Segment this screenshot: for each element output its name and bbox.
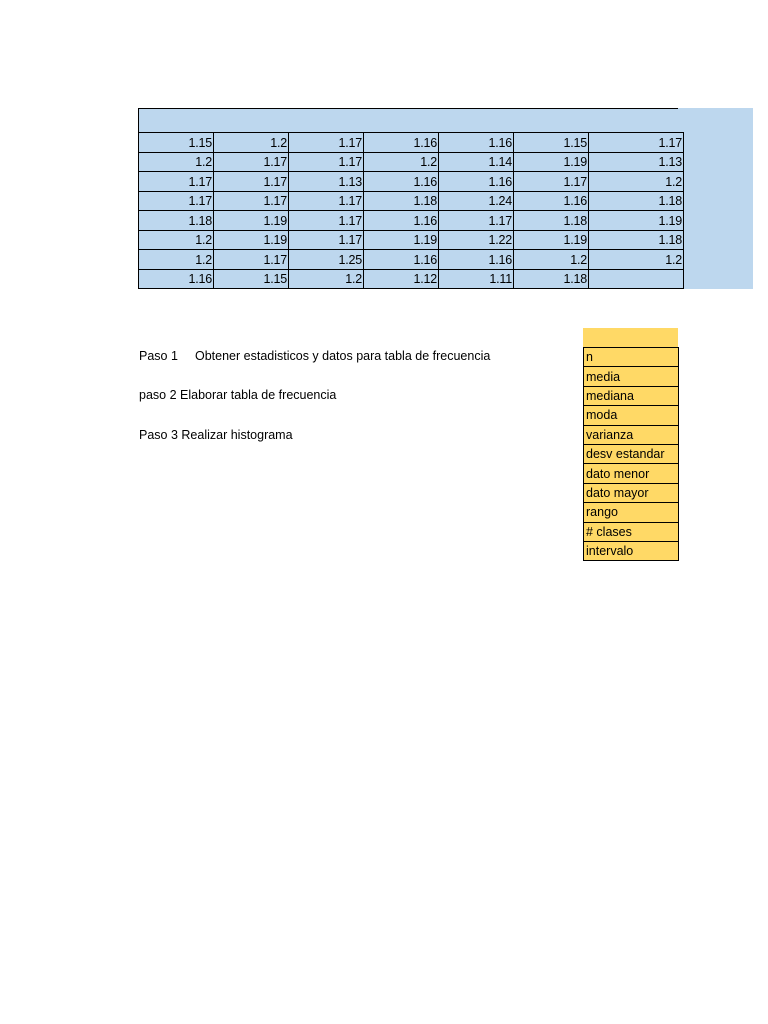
table-row xyxy=(139,133,684,153)
stats-header-cell[interactable] xyxy=(583,328,678,347)
stat-label-media[interactable]: media xyxy=(584,367,679,386)
data-cell[interactable]: 1.15 xyxy=(214,269,289,289)
table-row xyxy=(584,522,679,541)
table-row xyxy=(139,211,684,231)
table-row xyxy=(584,425,679,444)
table-row xyxy=(584,541,679,560)
data-cell[interactable]: 1.19 xyxy=(364,230,439,250)
step2-text: paso 2 Elaborar tabla de frecuencia xyxy=(139,388,337,402)
table-row xyxy=(584,348,679,367)
data-cell[interactable]: 1.17 xyxy=(289,152,364,172)
data-cell[interactable]: 1.2 xyxy=(514,250,589,270)
table-row xyxy=(584,386,679,405)
data-cell[interactable]: 1.17 xyxy=(139,191,214,211)
data-cell[interactable]: 1.16 xyxy=(364,211,439,231)
data-cell[interactable]: 1.18 xyxy=(514,269,589,289)
stat-label-varianza[interactable]: varianza xyxy=(584,425,679,444)
data-cell[interactable]: 1.19 xyxy=(214,211,289,231)
data-cell[interactable]: 1.2 xyxy=(139,152,214,172)
data-cell[interactable]: 1.17 xyxy=(289,230,364,250)
stat-label-moda[interactable]: moda xyxy=(584,406,679,425)
data-cell[interactable]: 1.18 xyxy=(364,191,439,211)
data-cell[interactable]: 1.17 xyxy=(439,211,514,231)
table-row xyxy=(139,152,684,172)
data-cell[interactable]: 1.17 xyxy=(514,172,589,192)
data-cell[interactable]: 1.18 xyxy=(514,211,589,231)
data-cell[interactable]: 1.16 xyxy=(364,172,439,192)
data-cell[interactable]: 1.2 xyxy=(364,152,439,172)
data-cell[interactable]: 1.17 xyxy=(214,152,289,172)
data-cell[interactable]: 1.18 xyxy=(589,191,684,211)
data-cell[interactable]: 1.2 xyxy=(214,133,289,153)
data-cell[interactable]: 1.2 xyxy=(589,250,684,270)
table-row xyxy=(584,367,679,386)
table-row xyxy=(584,503,679,522)
data-cell[interactable] xyxy=(589,269,684,289)
data-cell[interactable]: 1.11 xyxy=(439,269,514,289)
step1-label: Paso 1 xyxy=(139,349,178,363)
stat-label-mediana[interactable]: mediana xyxy=(584,386,679,405)
data-cell[interactable]: 1.15 xyxy=(139,133,214,153)
data-cell[interactable]: 1.19 xyxy=(589,211,684,231)
data-cell[interactable]: 1.25 xyxy=(289,250,364,270)
step3-text: Paso 3 Realizar histograma xyxy=(139,428,293,442)
data-cell[interactable]: 1.17 xyxy=(214,172,289,192)
data-cell[interactable]: 1.16 xyxy=(439,250,514,270)
table-row xyxy=(139,230,684,250)
data-cell[interactable]: 1.16 xyxy=(364,250,439,270)
stat-label-desv-estandar[interactable]: desv estandar xyxy=(584,444,679,463)
data-cell[interactable]: 1.16 xyxy=(139,269,214,289)
data-cell[interactable]: 1.17 xyxy=(289,133,364,153)
data-cell[interactable]: 1.17 xyxy=(589,133,684,153)
stat-label-n[interactable]: n xyxy=(584,348,679,367)
data-cell[interactable]: 1.16 xyxy=(364,133,439,153)
data-cell[interactable]: 1.2 xyxy=(139,230,214,250)
table-row xyxy=(584,444,679,463)
table-row xyxy=(139,191,684,211)
data-header-row[interactable] xyxy=(138,108,678,132)
data-cell[interactable]: 1.14 xyxy=(439,152,514,172)
stat-label-dato-mayor[interactable]: dato mayor xyxy=(584,483,679,502)
data-cell[interactable]: 1.17 xyxy=(289,211,364,231)
table-row xyxy=(584,483,679,502)
stats-table xyxy=(583,347,679,561)
data-cell[interactable]: 1.24 xyxy=(439,191,514,211)
data-cell[interactable]: 1.2 xyxy=(139,250,214,270)
data-cell[interactable]: 1.16 xyxy=(514,191,589,211)
table-row xyxy=(584,406,679,425)
data-cell[interactable]: 1.16 xyxy=(439,172,514,192)
step1-description: Obtener estadisticos y datos para tabla de frecuencia xyxy=(195,349,491,363)
data-cell[interactable]: 1.12 xyxy=(364,269,439,289)
data-cell[interactable]: 1.19 xyxy=(514,230,589,250)
data-cell[interactable]: 1.16 xyxy=(439,133,514,153)
data-cell[interactable]: 1.22 xyxy=(439,230,514,250)
stat-label-intervalo[interactable]: intervalo xyxy=(584,541,679,560)
stat-label-rango[interactable]: rango xyxy=(584,503,679,522)
table-row xyxy=(139,172,684,192)
table-row xyxy=(584,464,679,483)
data-cell[interactable]: 1.15 xyxy=(514,133,589,153)
data-cell[interactable]: 1.17 xyxy=(214,191,289,211)
data-cell[interactable]: 1.18 xyxy=(139,211,214,231)
data-cell[interactable]: 1.17 xyxy=(214,250,289,270)
data-cell[interactable]: 1.19 xyxy=(214,230,289,250)
data-cell[interactable]: 1.19 xyxy=(514,152,589,172)
stat-label-dato-menor[interactable]: dato menor xyxy=(584,464,679,483)
data-cell[interactable]: 1.2 xyxy=(589,172,684,192)
data-cell[interactable]: 1.13 xyxy=(589,152,684,172)
table-row xyxy=(139,269,684,289)
data-cell[interactable]: 1.17 xyxy=(139,172,214,192)
data-cell[interactable]: 1.2 xyxy=(289,269,364,289)
data-cell[interactable]: 1.13 xyxy=(289,172,364,192)
table-row xyxy=(139,250,684,270)
data-cell[interactable]: 1.18 xyxy=(589,230,684,250)
data-table xyxy=(138,132,684,289)
data-cell[interactable]: 1.17 xyxy=(289,191,364,211)
stat-label-clases[interactable]: # clases xyxy=(584,522,679,541)
